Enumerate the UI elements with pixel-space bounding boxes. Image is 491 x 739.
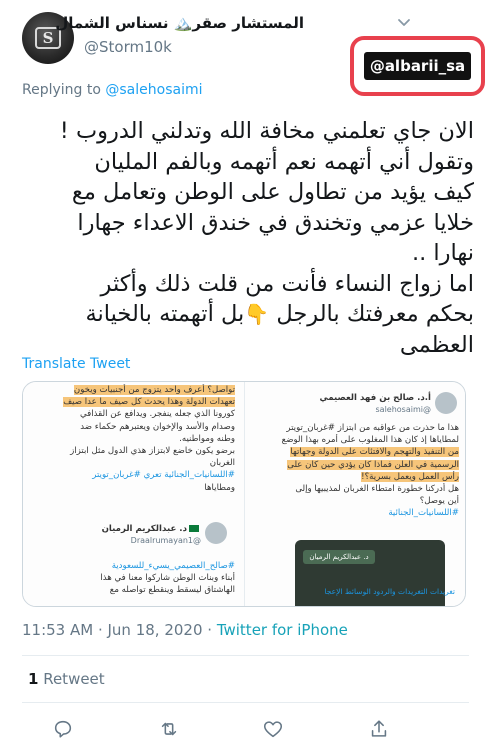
right-card-avatar [435, 392, 457, 414]
overlay-handle-badge [350, 36, 485, 96]
right-card-line: لمطاياها إذ كان هذا المغلوب على أمره بهذا الوضع [281, 435, 459, 446]
right-card-line: من التنفيذ والتهجم والافتئات على الدولة وجهاتها [290, 447, 459, 458]
left-card-handle: @Draalrumayan1 [130, 536, 201, 545]
like-icon[interactable] [262, 718, 284, 739]
left-card-line: وصدام والأسد والإخوان ويعتبرهم حكماء ضد [80, 421, 235, 432]
left-card-line: كورونا الذي جعله ينفجر. ويدافع عن القذافي [79, 409, 235, 420]
left-card-line: الهاشتاق ليسقط وينقطع تواصله مع [109, 585, 235, 596]
tweet-meta [22, 621, 348, 639]
left-card-line: #اللسانيات_الجنائية تعري #غربان_تويتر [92, 470, 235, 481]
tweet-media[interactable] [22, 381, 466, 607]
chevron-down-icon[interactable] [396, 14, 412, 30]
divider [22, 655, 469, 656]
share-icon[interactable] [368, 718, 390, 739]
retweet-count: 1 [28, 670, 39, 688]
tweet-line-part: بل أتهمته بالخيانة [85, 301, 245, 327]
source-link[interactable]: Twitter for iPhone [216, 621, 348, 639]
left-card-line: برضو يكون خاضع لابتزاز هذي الدول مثل ابتزاز [70, 446, 235, 457]
embedded-profile-tabs: تغريدات التغريدات والردود الوسائط الإعجا [324, 587, 455, 596]
right-card-line: هل أدركنا خطورة امتطاء الغربان لمذيبيها وإلى [295, 484, 459, 495]
left-card-text [29, 384, 235, 494]
replying-prefix: Replying to [22, 82, 101, 98]
display-name[interactable]: المستشار صقر🏔️ نسناس الشمال [55, 14, 304, 32]
left-card-line: #صالح_العصيمي_يسيء_للسعودية [111, 561, 235, 571]
right-card-name: أ.د. صالح بن فهد العصيمي [319, 393, 431, 403]
tweet-line [18, 299, 474, 330]
left-card-line: وطنه ومواطنيه. [179, 433, 235, 444]
left-card-line: أبناء وبنات الوطن شاركوا معنا في هذا [100, 573, 235, 584]
left-card-text-2 [29, 560, 235, 597]
divider [22, 702, 469, 703]
right-card-line: رأس العمل ويعمل بسرية؟! [361, 471, 459, 482]
tweet-line: وتقول أني أتهمه نعم أتهمه وبالفم المليان [94, 148, 474, 175]
retweet-label: Retweet [38, 670, 105, 688]
user-handle[interactable]: @Storm10k [84, 38, 172, 56]
replying-to [22, 82, 203, 98]
right-card-line: الرسمية في العلن فماذا كان يؤدي حين كان على [287, 459, 459, 470]
flag-icon [189, 525, 199, 532]
left-card-name-text: د. عبدالكريم الرميان [101, 524, 187, 534]
left-card-line: تواصل؟ أعرف واحد يتزوج من أجنبيات ويخون [73, 385, 235, 395]
action-bar [0, 712, 491, 739]
retweet-icon[interactable] [158, 718, 180, 739]
embedded-profile-name: د. عبدالكريم الرميان [303, 550, 375, 564]
tweet-line: نهارا .. [411, 240, 474, 266]
reply-icon[interactable] [52, 718, 74, 739]
tweet-line: اما زواج النساء فأنت من قلت ذلك وأكثر [100, 270, 474, 297]
translate-tweet-link[interactable]: Translate Tweet [22, 356, 131, 372]
left-card-line: الغربان [209, 458, 235, 469]
tweet-line: خلايا عزمي وتخندق في خندق الاعداء جهارا [77, 209, 474, 236]
pointing-down-emoji: 👇 [244, 302, 270, 327]
right-card-line: #اللسانيات_الجنائية [388, 508, 459, 519]
tweet-line: الان جاي تعلمني مخافة الله وتدلني الدروب ! [59, 118, 474, 144]
media-image-right[interactable] [245, 382, 466, 607]
replying-mention-link[interactable]: @salehosaimi [105, 82, 203, 98]
media-image-left[interactable] [23, 382, 245, 607]
right-card-line: هذا ما حذرت من عواقبه من ابتزاز #غربان_تويتر [286, 423, 459, 433]
left-card-line: تعهدات الدولة وهذا يحدث كل صيف ما عدا صيف [63, 397, 235, 408]
retweet-stats[interactable] [28, 670, 105, 688]
right-card-handle: @salehosaimi [375, 405, 431, 414]
left-card-avatar [205, 522, 227, 544]
tweet-line-part: بحكم معرفتك بالرجل [276, 301, 474, 327]
avatar-logo: S [35, 27, 61, 49]
left-card-line: ومطاياها [204, 482, 235, 493]
tweet-text [18, 116, 474, 360]
overlay-handle-text: @albarii_sa [364, 52, 471, 80]
right-card-line: أين يوصل؟ [419, 496, 459, 507]
tweet-line: العظمى [399, 331, 474, 358]
right-card-text [251, 422, 459, 520]
timestamp: 11:53 AM · Jun 18, 2020 · [22, 621, 217, 639]
left-card-name [83, 523, 201, 535]
tweet-line: كيف يؤيد من تطاول على الوطن وتعامل مع [71, 179, 474, 205]
